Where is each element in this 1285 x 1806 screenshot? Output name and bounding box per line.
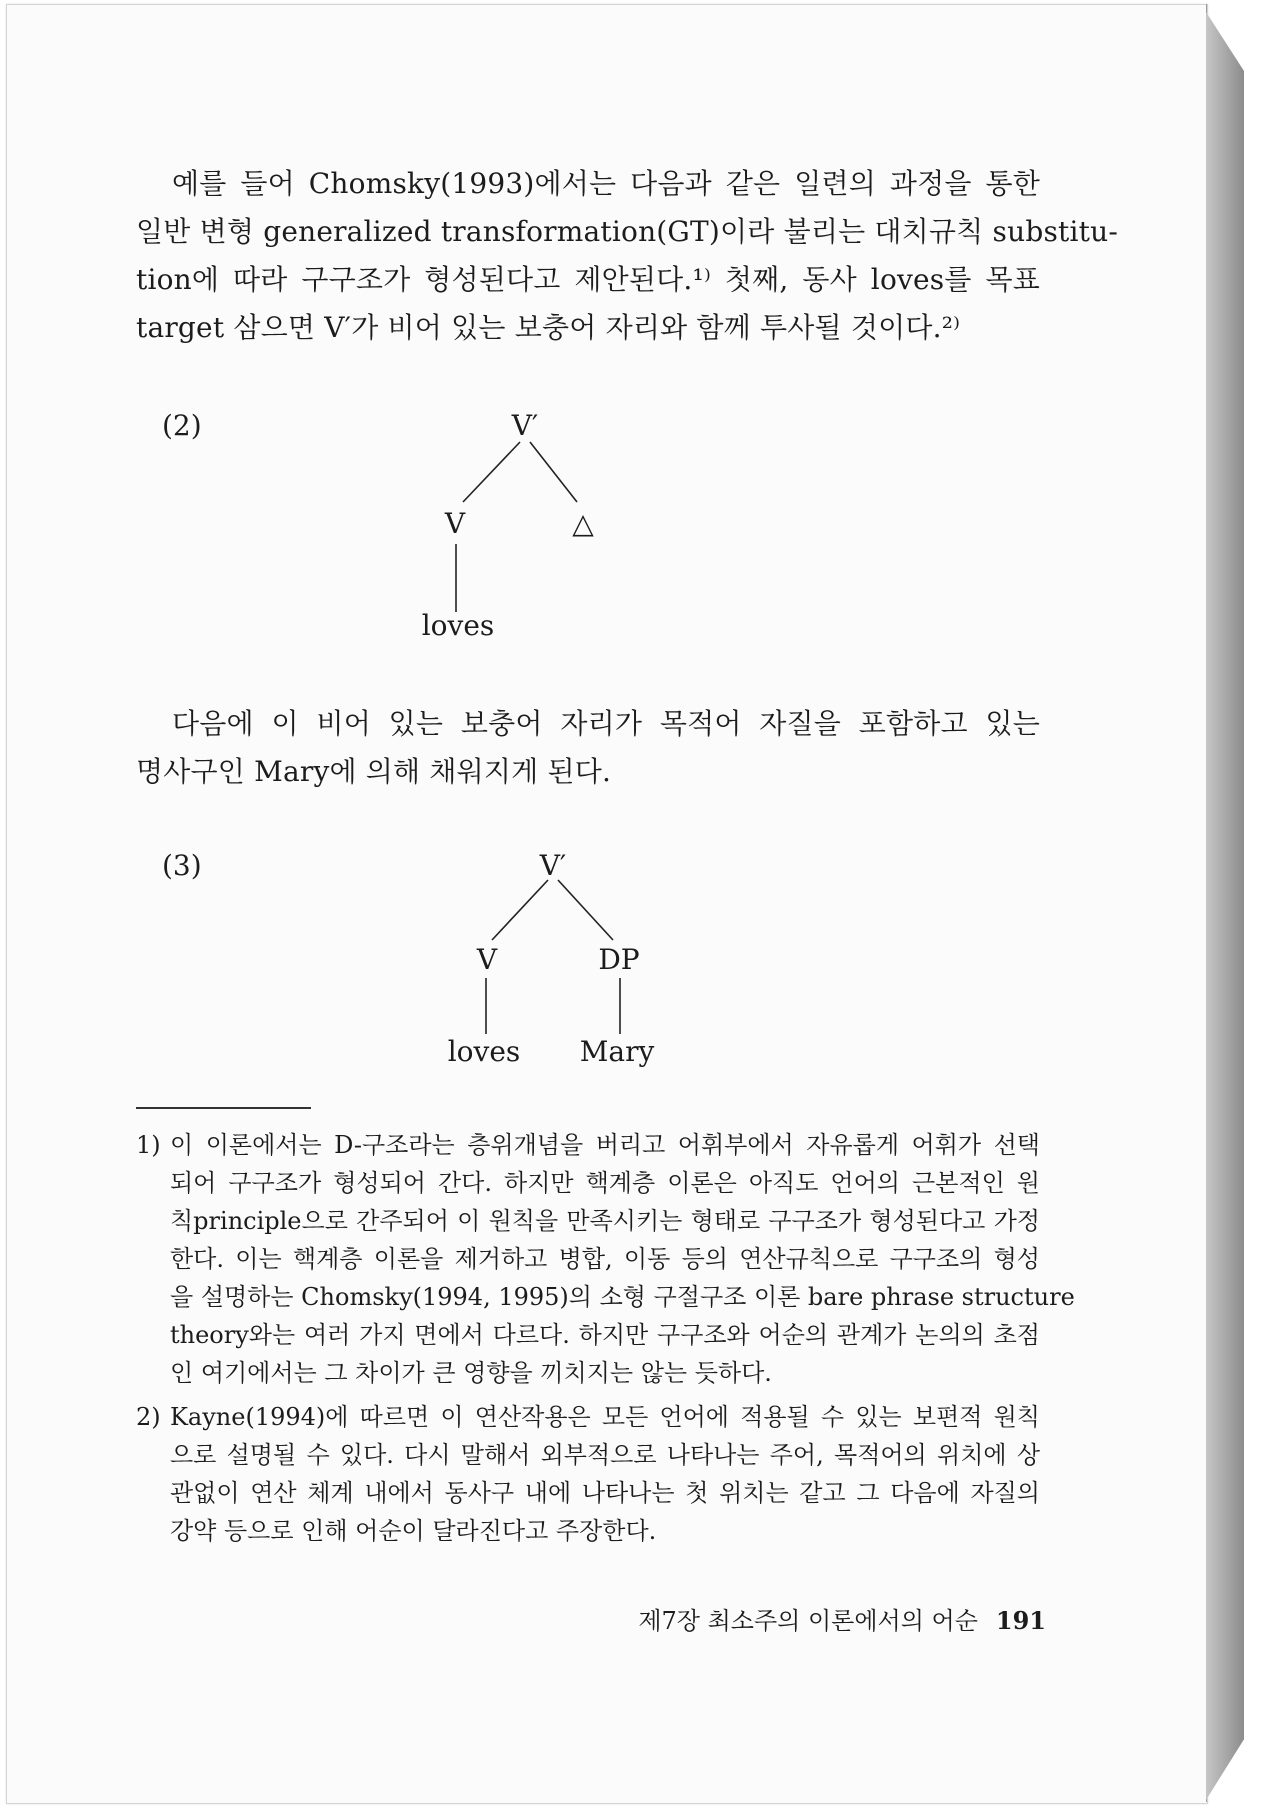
footnote-1-line: 을 설명하는 Chomsky(1994, 1995)의 소형 구절구조 이론 bare phrase structure: [170, 1283, 1075, 1311]
paragraph-2: [136, 700, 1040, 796]
paragraph-1-line: 일반 변형 generalized transformation(GT)이라 불리는 대치규칙 substitu-: [136, 215, 1118, 248]
footnote-2-line: 으로 설명될 수 있다. 다시 말해서 외부적으로 나타나는 주어, 목적어의 위치에 상: [170, 1441, 1040, 1469]
tree2-v-node: V: [444, 507, 466, 540]
footnote-1-line: 한다. 이는 핵계층 이론을 제거하고 병합, 이동 등의 연산규칙으로 구구조의 형성: [170, 1245, 1040, 1273]
tree2-leaf-loves: loves: [421, 609, 495, 642]
footnote-1-line: theory와는 여러 가지 면에서 다르다. 하지만 구구조와 어순의 관계가 논의의 초점: [170, 1321, 1040, 1349]
footnote-1: [136, 1126, 1075, 1392]
tree2-empty-complement-node: △: [572, 507, 594, 540]
paragraph-1-line: tion에 따라 구구조가 형성된다고 제안된다.¹⁾ 첫째, 동사 loves를 목표: [136, 263, 1040, 296]
tree2-root-node: V′: [511, 409, 539, 442]
footnote-1-line: 되어 구구조가 형성되어 간다. 하지만 핵계층 이론은 아직도 언어의 근본적인 원: [170, 1169, 1040, 1197]
paragraph-1-line: 예를 들어 Chomsky(1993)에서는 다음과 같은 일련의 과정을 통한: [172, 167, 1040, 200]
footnote-separator: [136, 1107, 311, 1109]
tree3-v-node: V: [476, 943, 498, 976]
footnote-2: [136, 1398, 1040, 1550]
page-number: 191: [995, 1606, 1046, 1635]
footnote-2-number: 2): [136, 1403, 161, 1431]
chapter-title: 제7장 최소주의 이론에서의 어순: [638, 1607, 978, 1635]
page-stack-edge: [1206, 12, 1244, 1800]
paragraph-1: [136, 160, 1118, 352]
tree3-leaf-mary: Mary: [579, 1035, 655, 1068]
tree3-dp-node: DP: [598, 943, 640, 976]
example-2-label: (2): [162, 409, 202, 442]
paragraph-2-line: 다음에 이 비어 있는 보충어 자리가 목적어 자질을 포함하고 있는: [172, 707, 1040, 740]
footnote-2-line: 관없이 연산 체계 내에서 동사구 내에 나타나는 첫 위치는 같고 그 다음에 자질의: [170, 1479, 1040, 1507]
footnote-1-line: 인 여기에서는 그 차이가 큰 영향을 끼치지는 않는 듯하다.: [170, 1359, 772, 1387]
footnote-1-line: 칙principle으로 간주되어 이 원칙을 만족시키는 형태로 구구조가 형성된다고 가정: [170, 1207, 1040, 1235]
footnote-2-line: Kayne(1994)에 따르면 이 연산작용은 모든 언어에 적용될 수 있는 보편적 원칙: [170, 1403, 1040, 1431]
tree3-leaf-loves: loves: [447, 1035, 521, 1068]
paragraph-1-line: target 삼으면 V′가 비어 있는 보충어 자리와 함께 투사될 것이다.²⁾: [136, 311, 961, 344]
footnote-2-line: 강약 등으로 인해 어순이 달라진다고 주장한다.: [170, 1517, 657, 1545]
paragraph-2-line: 명사구인 Mary에 의해 채워지게 된다.: [136, 755, 612, 788]
running-footer: [636, 1606, 1046, 1636]
footnote-1-number: 1): [136, 1131, 161, 1159]
footnote-1-line: 이 이론에서는 D-구조라는 층위개념을 버리고 어휘부에서 자유롭게 어휘가 선택: [170, 1131, 1040, 1159]
tree3-root-node: V′: [539, 849, 567, 882]
example-3-label: (3): [162, 849, 202, 882]
